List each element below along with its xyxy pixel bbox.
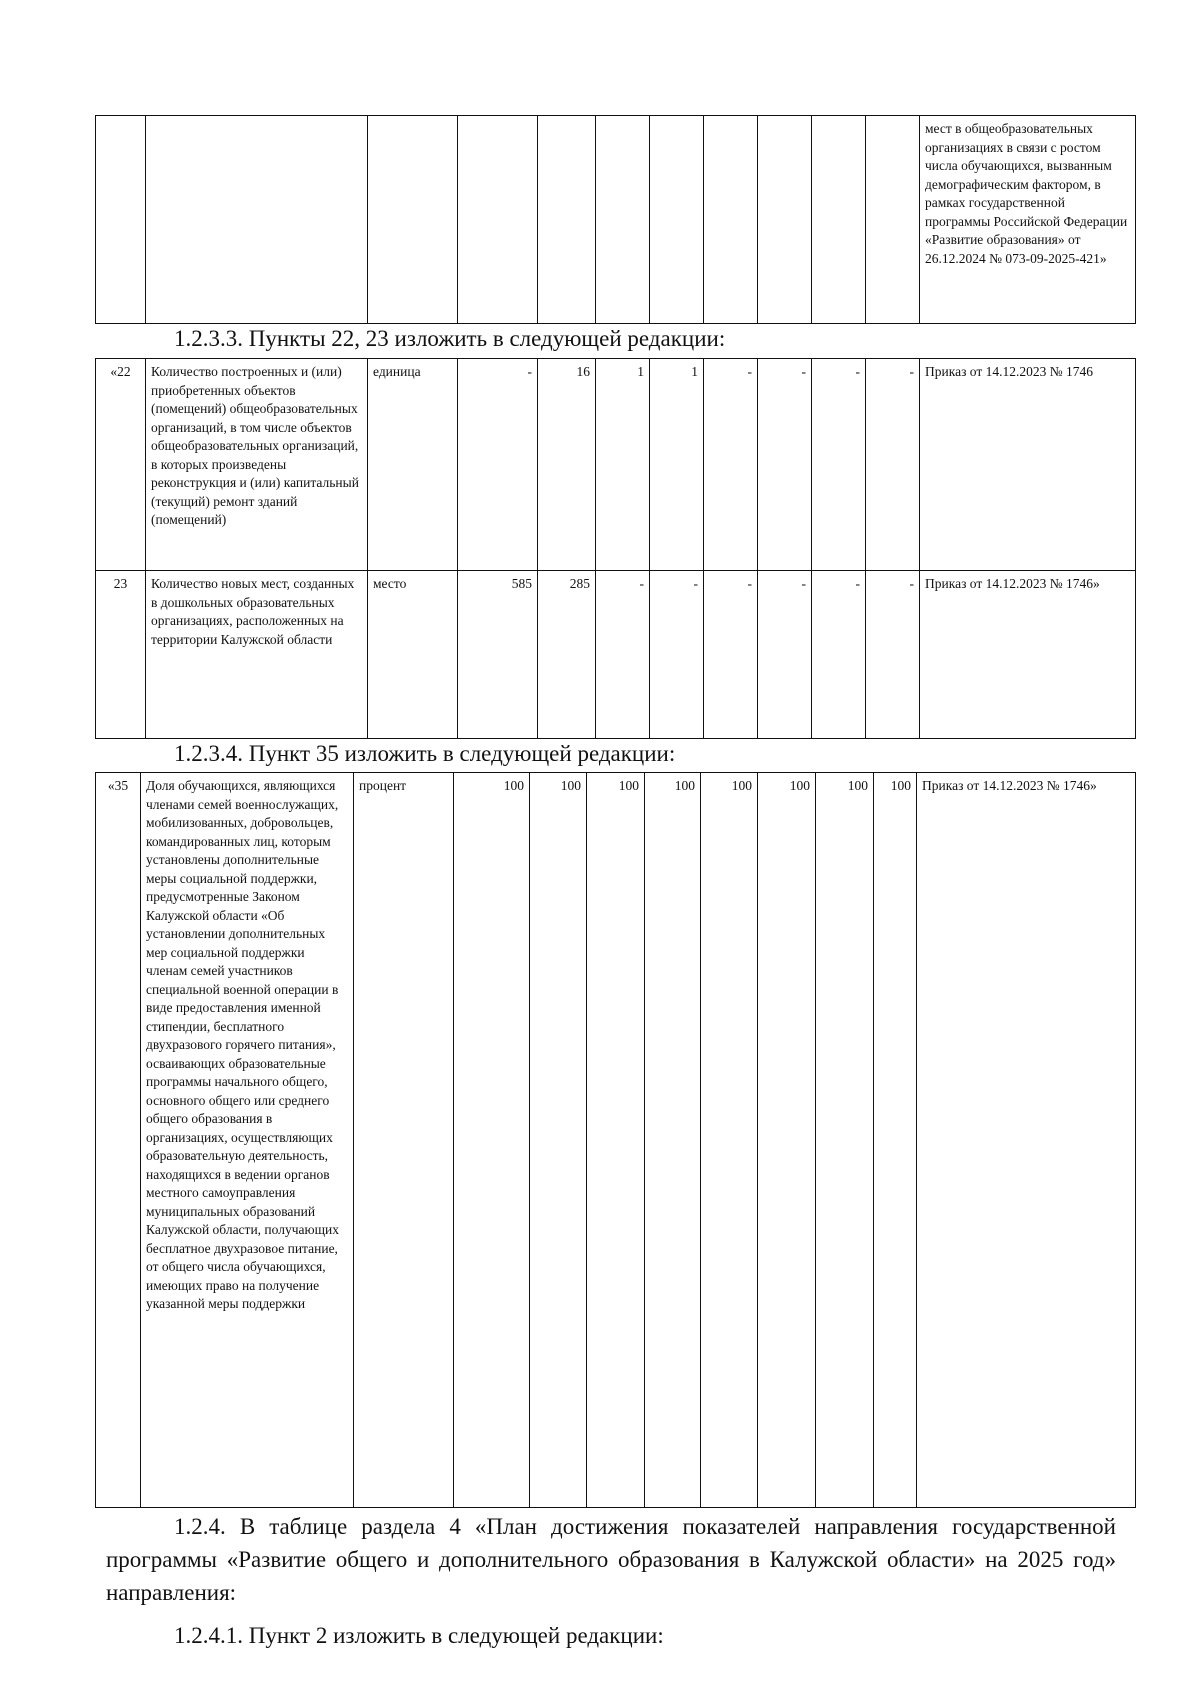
- section-heading-1-2-3-3: 1.2.3.3. Пункты 22, 23 изложить в следующей редакции:: [174, 326, 726, 351]
- paragraph-1-2-4: [106, 1510, 1116, 1609]
- value-cell: -: [866, 571, 920, 739]
- value-cell: 16: [538, 359, 596, 571]
- value-cell: -: [596, 571, 650, 739]
- row-number: «22: [96, 359, 146, 571]
- table-items-22-23: [95, 358, 1136, 739]
- source-document-cell: Приказ от 14.12.2023 № 1746»: [920, 571, 1136, 739]
- value-cell: -: [704, 359, 758, 571]
- value-cell: 100: [758, 773, 816, 1508]
- value-cell: 100: [816, 773, 874, 1508]
- unit-cell: процент: [354, 773, 454, 1508]
- value-cell: 285: [538, 571, 596, 739]
- row-number: «35: [96, 773, 141, 1508]
- value-cell: -: [866, 359, 920, 571]
- section-heading-1-2-3-4: 1.2.3.4. Пункт 35 изложить в следующей редакции:: [174, 741, 676, 766]
- table-row: [96, 773, 1136, 1508]
- paragraph-text: 1.2.4. В таблице раздела 4 «План достижения показателей направления государственной программы «Развитие общего и дополнительного образования в Калужской области» на 2025 год» направления:: [106, 1514, 1116, 1605]
- source-document-cell: мест в общеобразовательных организациях в связи с ростом числа обучающихся, вызванным демографическим фактором, в рамках государственной программы Российской Федерации «Развитие образования» от 26.12.2024 № 073-09-2025-421»: [920, 116, 1136, 324]
- value-cell: 100: [701, 773, 758, 1508]
- indicator-name: Доля обучающихся, являющихся членами семей военнослужащих, мобилизованных, добровольцев, командированных лиц, которым установлены дополнительные меры социальной поддержки, предусмотренные Законом Калужской области «Об установлении дополнительных мер социальной поддержки членам семей участников специальной военной операции в виде предоставления именной стипендии, бесплатного двухразового горячего питания», осваивающих образовательные программы начального общего, основного общего или среднего общего образования в организациях, осуществляющих образовательную деятельность, находящихся в ведении органов местного самоуправления муниципальных образований Калужской области, получающих бесплатное двухразовое питание, от общего числа обучающихся, имеющих право на получение указанной меры поддержки: [141, 773, 354, 1508]
- table-row: [96, 571, 1136, 739]
- indicator-name: Количество новых мест, созданных в дошкольных образовательных организациях, расположенных на территории Калужской области: [146, 571, 368, 739]
- value-cell: -: [812, 359, 866, 571]
- unit-cell: место: [368, 571, 458, 739]
- indicator-name: Количество построенных и (или) приобретенных объектов (помещений) общеобразовательных организаций, в том числе объектов общеобразовательных организаций, в которых произведены реконструкция и (или) капитальный (текущий) ремонт зданий (помещений): [146, 359, 368, 571]
- value-cell: 100: [874, 773, 917, 1508]
- source-document-cell: Приказ от 14.12.2023 № 1746: [920, 359, 1136, 571]
- table-row: [96, 359, 1136, 571]
- value-cell: 1: [650, 359, 704, 571]
- value-cell: 585: [458, 571, 538, 739]
- unit-cell: единица: [368, 359, 458, 571]
- value-cell: -: [758, 359, 812, 571]
- value-cell: -: [812, 571, 866, 739]
- row-number: 23: [96, 571, 146, 739]
- value-cell: -: [758, 571, 812, 739]
- value-cell: 100: [645, 773, 701, 1508]
- source-document-cell: Приказ от 14.12.2023 № 1746»: [917, 773, 1136, 1508]
- table-fragment-top: [95, 115, 1136, 324]
- table-row: [96, 116, 1136, 324]
- value-cell: 100: [530, 773, 587, 1508]
- value-cell: 100: [454, 773, 530, 1508]
- section-heading-1-2-4-1: 1.2.4.1. Пункт 2 изложить в следующей редакции:: [174, 1623, 664, 1648]
- value-cell: 100: [587, 773, 645, 1508]
- value-cell: -: [458, 359, 538, 571]
- value-cell: -: [650, 571, 704, 739]
- value-cell: -: [704, 571, 758, 739]
- value-cell: 1: [596, 359, 650, 571]
- table-item-35: [95, 772, 1136, 1508]
